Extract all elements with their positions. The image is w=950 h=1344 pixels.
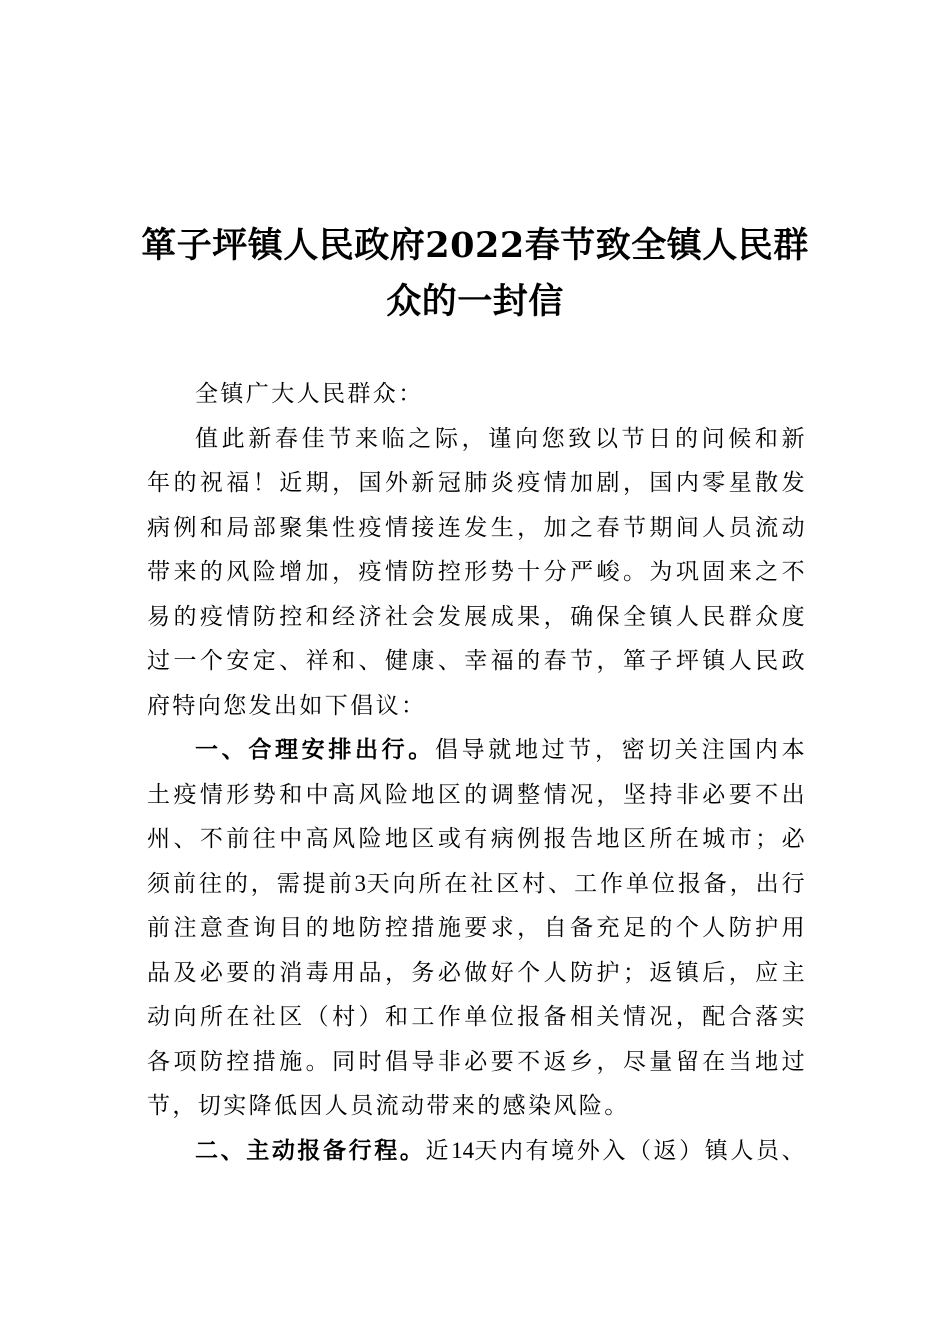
section-2-text: 近: [425, 1137, 452, 1164]
title-line-2: 众的一封信: [386, 281, 564, 322]
section-2-heading: 二、主动报备行程。: [195, 1137, 426, 1164]
letter-body: [147, 372, 807, 1173]
day-count: 14: [451, 1137, 475, 1163]
intro-line: 府特向您发出如下倡议：: [147, 692, 427, 719]
intro-line: 病例和局部聚集性疫情接连发生，加之春节期间人员流动: [147, 514, 807, 541]
intro-line: 值此新春佳节来临之际，谨向您致以节日的问候和新: [195, 425, 807, 452]
section-1-text: 倡导就地过节，密切关注国内本: [434, 737, 807, 763]
section-1-line: 各项防控措施。同时倡导非必要不返乡，尽量留在当地过: [147, 1048, 807, 1075]
salutation: 全镇广大人民群众：: [195, 381, 424, 407]
section-2-first-line: [147, 1129, 807, 1174]
day-count: 3: [354, 870, 367, 896]
title-line-1: 箪子坪镇人民政府2022春节致全镇人民群: [141, 225, 809, 266]
section-1-line: 前注意查询目的地防控措施要求，自备充足的个人防护用: [147, 915, 807, 941]
section-1-line: 节，切实降低因人员流动带来的感染风险。: [147, 1093, 630, 1119]
section-1-first-line: [147, 728, 807, 773]
section-1-line: 品及必要的消毒用品，务必做好个人防护；返镇后，应主: [147, 959, 807, 986]
section-1-text: 天向所在社区村、工作单位报备，出行: [366, 870, 807, 897]
document-title: [130, 218, 820, 330]
intro-line: 带来的风险增加，疫情防控形势十分严峻。为巩固来之不: [147, 559, 807, 585]
intro-line: 易的疫情防控和经济社会发展成果，确保全镇人民群众度: [147, 603, 807, 630]
intro-line: 过一个安定、祥和、健康、幸福的春节，箪子坪镇人民政: [147, 648, 807, 674]
section-1-text: 须前往的，需提前: [147, 870, 355, 897]
section-1-line: 州、不前往中高风险地区或有病例报告地区所在城市；必: [147, 826, 807, 852]
section-1-heading: 一、合理安排出行。: [195, 737, 435, 763]
intro-line: 年的祝福！近期，国外新冠肺炎疫情加剧，国内零星散发: [147, 470, 807, 496]
section-1-line: [147, 862, 807, 907]
section-2-text: 天内有境外入（返）镇人员、: [474, 1137, 807, 1164]
section-1-line: 动向所在社区（村）和工作单位报备相关情况，配合落实: [147, 1004, 807, 1030]
section-1-line: 土疫情形势和中高风险地区的调整情况，坚持非必要不出: [147, 781, 807, 808]
